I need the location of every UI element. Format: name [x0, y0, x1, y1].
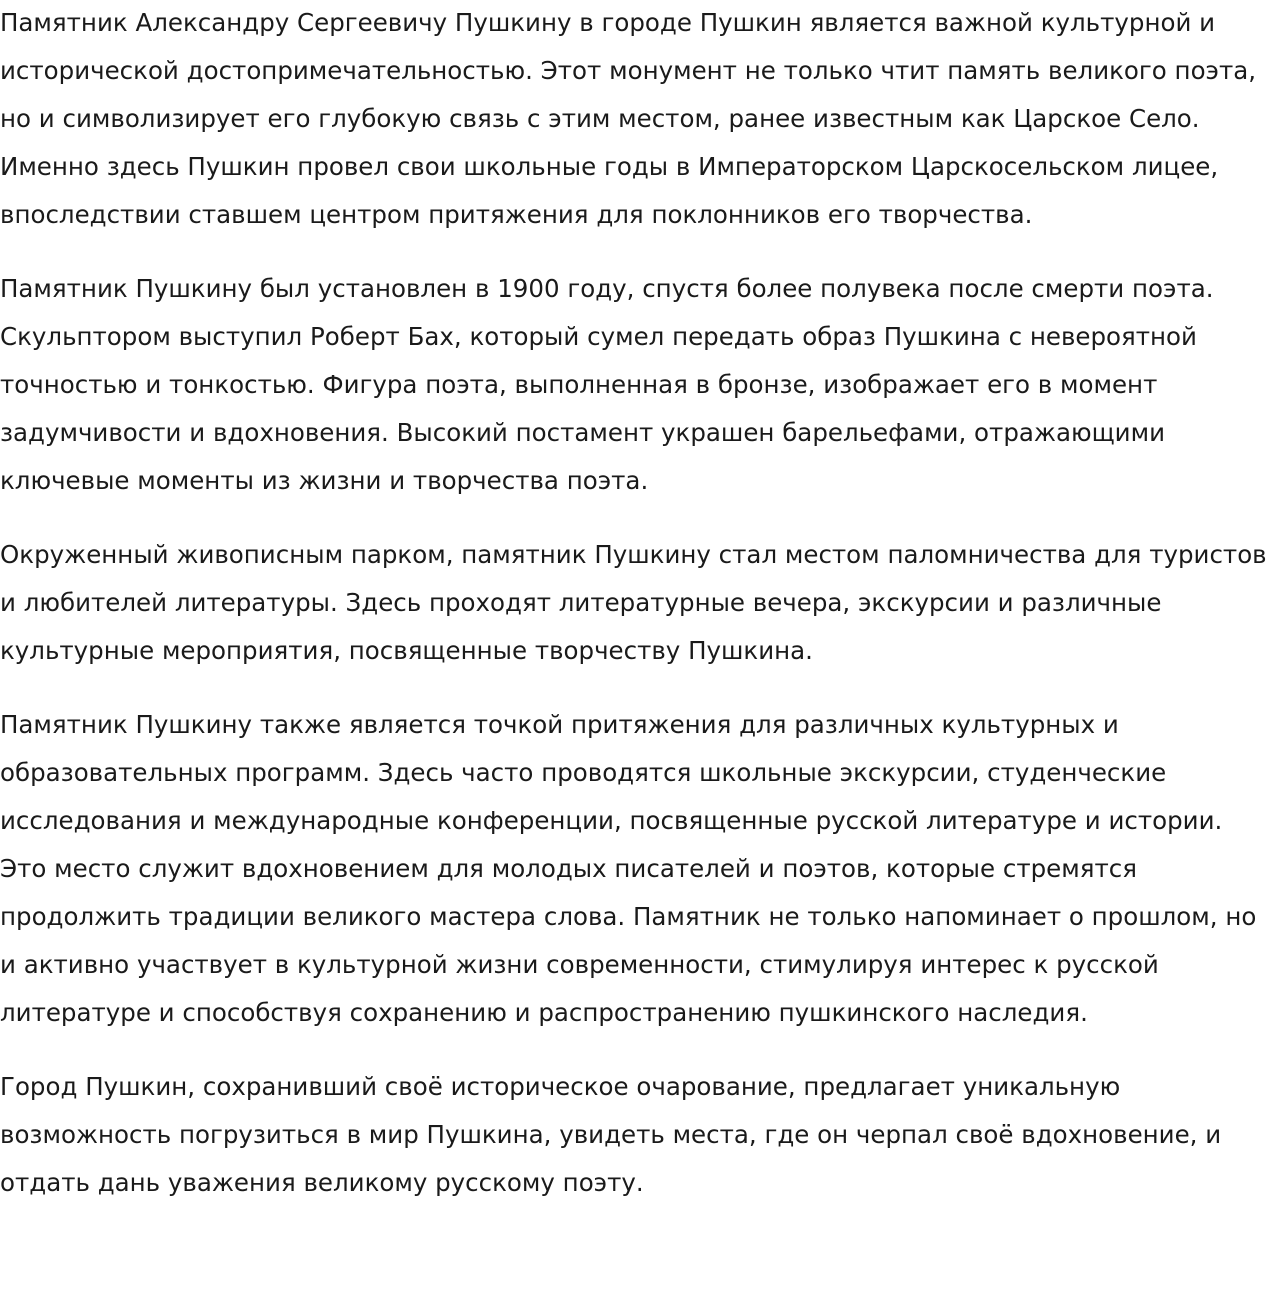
paragraph-history: Памятник Пушкину был установлен в 1900 году, спустя более полувека после смерти поэта. Скульптором выступил Роберт Бах, который сумел передать образ Пушкина с невероятной точностью и тонкостью. Фигура поэта, выполненная в бронзе, изображает его в момент задумчивости и вдохновения. Высокий постамент украшен барельефами, отражающими ключевые моменты из жизни и творчества поэта. — [0, 274, 1214, 495]
paragraph-park: Окруженный живописным парком, памятник Пушкину стал местом паломничества для туристов и любителей литературы. Здесь проходят литературные вечера, экскурсии и различные культурные мероприятия, посвященные творчеству Пушкина. — [0, 540, 1267, 665]
paragraph-education: Памятник Пушкину также является точкой притяжения для различных культурных и образовательных программ. Здесь часто проводятся школьные экскурсии, студенческие исследования и международные конференции, посвященные русской литературе и истории. Это место служит вдохновением для молодых писателей и поэтов, которые стремятся продолжить традиции великого мастера слова. Памятник не только напоминает о прошлом, но и активно участвует в культурной жизни современности, стимулируя интерес к русской литературе и способствуя сохранению и распространению пушкинского наследия. — [0, 710, 1257, 1027]
paragraph-city: Город Пушкин, сохранивший своё историческое очарование, предлагает уникальную возможность погрузиться в мир Пушкина, увидеть места, где он черпал своё вдохновение, и отдать дань уважения великому русскому поэту. — [0, 1072, 1222, 1197]
paragraph-intro: Памятник Александру Сергеевичу Пушкину в городе Пушкин является важной культурной и исторической достопримечательностью. Этот монумент не только чтит память великого поэта, но и символизирует его глубокую связь с этим местом, ранее известным как Царское Село. Именно здесь Пушкин провел свои школьные годы в Императорском Царскосельском лицее, впоследствии ставшем центром притяжения для поклонников его творчества. — [0, 8, 1257, 229]
